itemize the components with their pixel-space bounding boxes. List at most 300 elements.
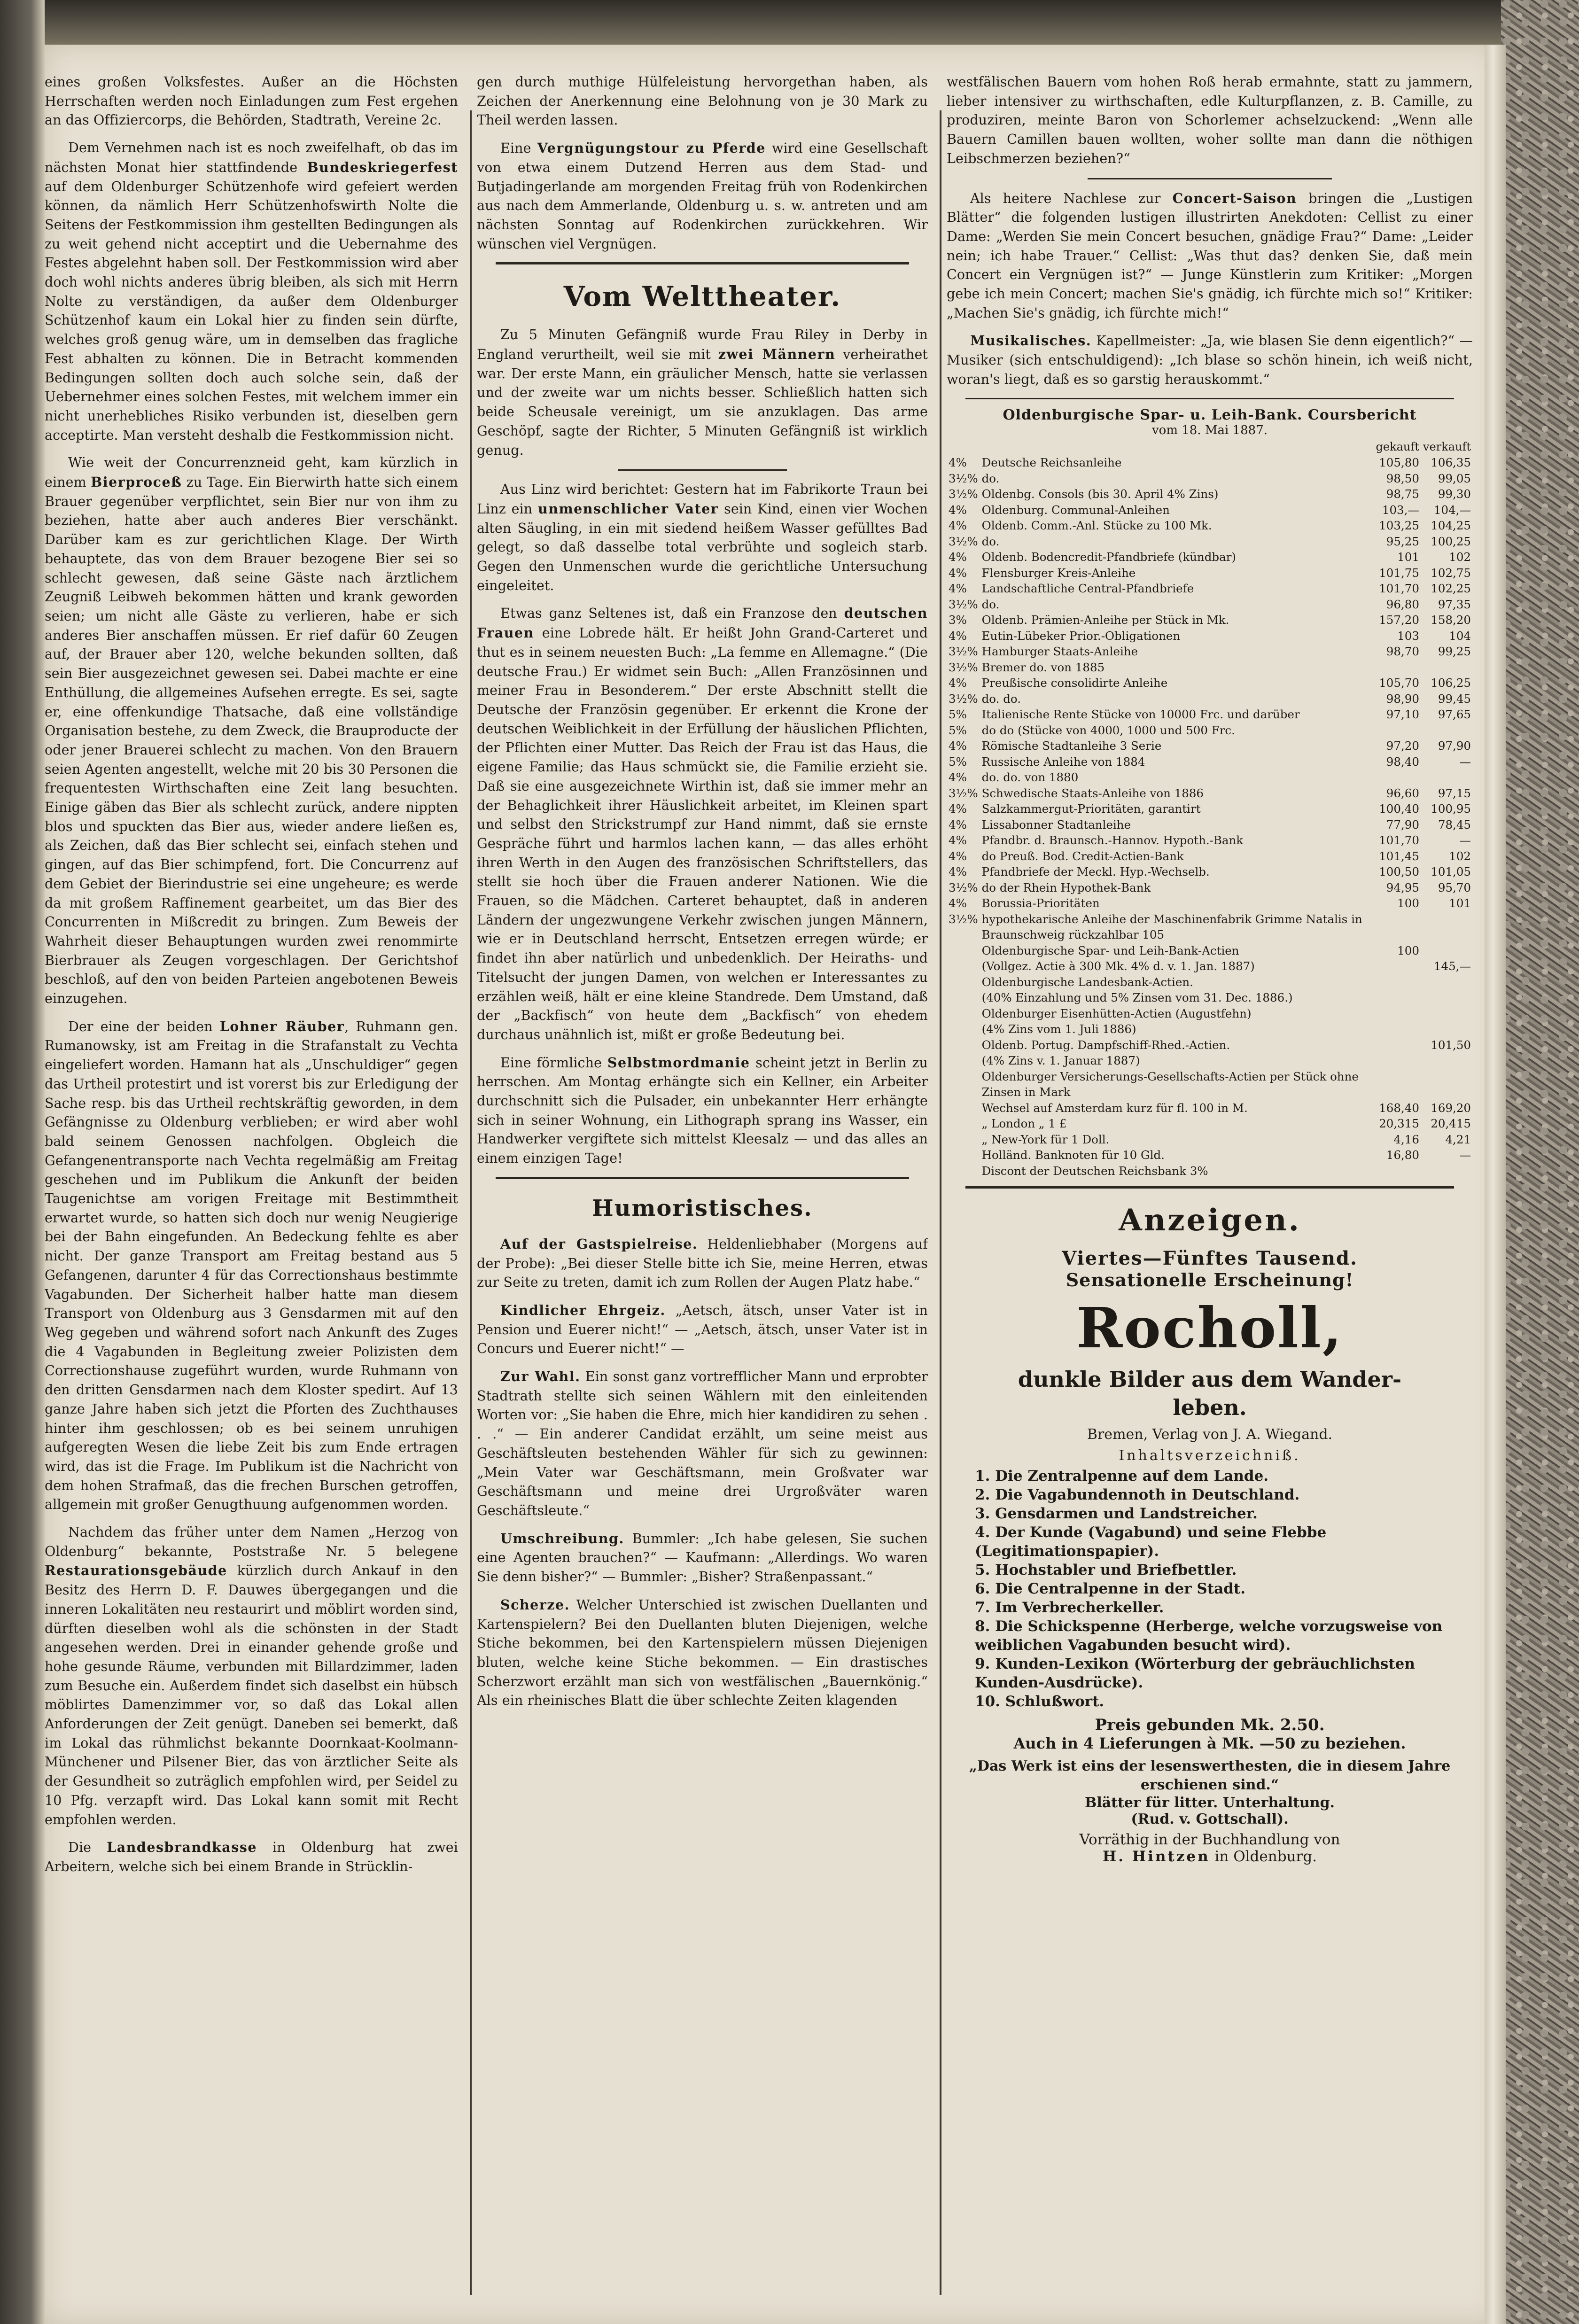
article-keyword: Vergnügungstour zu Pferde — [537, 140, 766, 156]
stock-rate — [947, 1021, 980, 1037]
stock-bought: 103 — [1397, 629, 1419, 643]
stock-bought: 98,70 — [1386, 645, 1419, 659]
stock-row — [947, 1116, 1473, 1132]
stock-bought: 103,— — [1382, 503, 1419, 517]
stock-rate — [947, 943, 980, 959]
stock-row — [947, 549, 1473, 565]
stock-sold: 100,25 — [1431, 534, 1471, 548]
stock-security: do Preuß. Bod. Credit-Actien-Bank — [981, 849, 1184, 863]
column-2 — [477, 73, 928, 2305]
article-keyword: Musikalisches. — [970, 333, 1092, 349]
stock-rate — [947, 958, 980, 974]
stock-row — [947, 455, 1473, 471]
stock-bought — [1374, 769, 1421, 785]
stock-sold — [1421, 660, 1473, 676]
stock-sold: 99,25 — [1438, 645, 1471, 659]
stock-security: Pfandbriefe der Meckl. Hyp.-Wechselb. — [981, 865, 1210, 879]
stock-row — [947, 707, 1473, 723]
scan-border-left — [0, 0, 45, 2324]
stock-row — [947, 1132, 1473, 1148]
article-keyword: Scherze. — [500, 1596, 570, 1613]
article-paragraph: Aus Linz wird berichtet: Gestern hat im Fabrikorte Traun bei Linz ein unmenschlicher Vater sein Kind, einen vier Wochen alten Säugling, in ein mit siedend heißem Wasser gefülltes Bad gelegt, so daß dasselbe total verbrühte und sogleich starb. Gegen den Unmenschen wurde die gerichtliche Untersuchung eingeleitet. — [477, 482, 928, 593]
stock-security: (4% Zins v. 1. Januar 1887) — [981, 1054, 1140, 1068]
article-keyword: Umschreibung. — [500, 1530, 624, 1547]
page-gutter — [1485, 45, 1506, 2324]
column-1 — [45, 73, 458, 2305]
stock-rate: 4% — [949, 456, 967, 470]
ad-contents-heading: Inhaltsverzeichniß. — [1119, 1447, 1301, 1464]
ad-contents-item: 8. Die Schickspenne (Herberge, welche vorzugsweise von weiblichen Vagabunden besucht wird). — [975, 1618, 1443, 1654]
stock-row — [947, 518, 1473, 534]
article-keyword: Auf der Gastspielreise. — [500, 1236, 698, 1252]
article-keyword: Bundeskriegerfest — [307, 159, 458, 175]
stock-security: „ New-York für 1 Doll. — [981, 1132, 1110, 1146]
stock-sold: 101 — [1449, 896, 1471, 910]
stock-sold: 78,45 — [1438, 817, 1471, 832]
stock-row — [947, 738, 1473, 754]
stock-rate: 3½% — [949, 786, 978, 800]
stock-row — [947, 581, 1473, 597]
stock-bought — [1374, 974, 1421, 990]
stock-sold — [1421, 974, 1473, 990]
stock-report-title: Oldenburgische Spar- u. Leih-Bank. Coursbericht — [1003, 406, 1417, 423]
stock-rate: 3½% — [949, 660, 978, 674]
stock-rate — [947, 990, 980, 1006]
stock-security: Deutsche Reichsanleihe — [981, 456, 1122, 470]
column-header-sold: verkauft — [1423, 440, 1471, 453]
stock-report-date: vom 18. Mai 1887. — [1151, 423, 1268, 437]
stock-row — [947, 1037, 1473, 1053]
stock-row — [947, 597, 1473, 613]
stock-rate — [947, 974, 980, 990]
stock-security: „ London „ 1 £ — [981, 1117, 1067, 1131]
stock-bought — [1374, 1021, 1421, 1037]
column-header-bought: gekauft — [1376, 440, 1419, 453]
article-keyword: Kindlicher Ehrgeiz. — [500, 1302, 666, 1318]
stock-rate — [947, 1006, 980, 1022]
stock-rate: 3½% — [949, 645, 978, 659]
stock-bought: 98,50 — [1386, 471, 1419, 485]
article-paragraph: Zu 5 Minuten Gefängniß wurde Frau Riley in Derby in England verurtheilt, weil sie mit zwei Männern verheirathet war. Der erste Mann, ein gräulicher Mensch, hatte sie verlassen und der zweite war um nichts besser. Schließlich hatten sich beide Scheusale vereinigt, um sie anzuklagen. Das arme Geschöpf, sagte der Richter, 5 Minuten Gefängniß ist wirklich genug. — [477, 327, 928, 458]
stock-rate: 3½% — [949, 912, 978, 926]
stock-sold: 99,30 — [1438, 487, 1471, 501]
stock-sold: 97,35 — [1438, 597, 1471, 611]
stock-security: Oldenburg. Communal-Anleihen — [981, 503, 1170, 517]
stock-rate: 3½% — [949, 534, 978, 548]
stock-sold: 158,20 — [1431, 613, 1471, 627]
stock-security: Oldenburger Eisenhütten-Actien (Augustfehn) — [981, 1006, 1252, 1020]
article-paragraph: eines großen Volksfestes. Außer an die Höchsten Herrschaften werden noch Einladungen zum Fest ergehen an das Offiziercorps, die Behörden, Stadtrath, Vereine 2c. — [45, 74, 458, 128]
newspaper-page — [45, 45, 1501, 2324]
article-keyword: Bierproceß — [91, 474, 182, 490]
stock-bought — [1374, 660, 1421, 676]
stock-rate: 3% — [949, 613, 967, 627]
stock-sold — [1421, 943, 1473, 959]
stock-row — [947, 1006, 1473, 1022]
ad-author: Rocholl, — [1076, 1295, 1343, 1361]
stock-sold: 169,20 — [1431, 1101, 1471, 1115]
stock-security: Wechsel auf Amsterdam kurz für fl. 100 in M. — [981, 1101, 1248, 1115]
column-3 — [947, 73, 1473, 2305]
stock-sold: 95,70 — [1438, 880, 1471, 894]
stock-security: Oldenb. Comm.-Anl. Stücke zu 100 Mk. — [981, 519, 1212, 533]
ad-contents-item: 5. Hochstabler und Briefbettler. — [975, 1562, 1237, 1579]
stock-rate: 4% — [949, 629, 967, 643]
stock-bought: 96,80 — [1386, 597, 1419, 611]
article-paragraph: Umschreibung. Bummler: „Ich habe gelesen, Sie suchen eine Agenten brauchen?“ — Kaufmann: „Allerdings. Wo waren Sie denn bisher?“ — Bummler: „Bisher? Straßenpassant.“ — [477, 1530, 928, 1585]
stock-rate: 4% — [949, 849, 967, 863]
stock-bought: 97,10 — [1386, 707, 1419, 722]
stock-security: Holländ. Banknoten für 10 Gld. — [981, 1148, 1165, 1162]
stock-row — [947, 754, 1473, 770]
article-paragraph: Musikalisches. Kapellmeister: „Ja, wie blasen Sie denn eigentlich?“ — Musiker (sich entschuldigend): „Ich blase so schön hinein, ich weiß nicht, woran's liegt, daß es so garstig herauskommt.“ — [947, 333, 1473, 387]
stock-security: Oldenburger Versicherungs-Gesellschafts-Actien per Stück ohne Zinsen in Mark — [981, 1069, 1359, 1099]
stock-sold: 99,45 — [1438, 692, 1471, 706]
stock-bought — [1374, 1037, 1421, 1053]
stock-row — [947, 1053, 1473, 1069]
stock-security: Lissabonner Stadtanleihe — [981, 817, 1131, 832]
stock-security: Russische Anleihe von 1884 — [981, 754, 1145, 769]
article-keyword: Zur Wahl. — [500, 1368, 581, 1385]
stock-security: do. — [981, 471, 1000, 485]
stock-rate: 3½% — [949, 597, 978, 611]
stock-row — [947, 832, 1473, 848]
stock-row — [947, 848, 1473, 864]
article-paragraph: Dem Vernehmen nach ist es noch zweifelhaft, ob das im nächsten Monat hier stattfindende Bundeskriegerfest auf dem Oldenburger Schützenhofe wird gefeiert werden können, da nämlich Herr Schützenhofswirth Nolte die Seitens der Festkommission ihm gestellten Bedingungen als zu weit gehend nicht acceptirt und die Uebernahme des Festes abgelehnt haben soll. Der Festkommission wird aber doch wohl nichts anderes übrig bleiben, als sich mit Herrn Nolte zu verständigen, da außer dem Oldenburger Schützenhof kaum ein Lokal hier zu finden sein dürfte, welches groß genug wäre, um in demselben das fragliche Fest abhalten zu können. Die in Betracht kommenden Bedingungen sollten doch auch solche sein, daß der Uebernehmer eines solchen Festes, mit welchem immer ein nicht unerhebliches Risiko verbunden ist, dieselben gern acceptirte. Man versteht deshalb die Festkommission nicht. — [45, 140, 458, 443]
stock-security: Bremer do. von 1885 — [981, 660, 1105, 674]
stock-bought: 100,50 — [1379, 865, 1419, 879]
stock-security: do. — [981, 534, 1000, 548]
stock-rate: 4% — [949, 550, 967, 564]
stock-rate: 3½% — [949, 692, 978, 706]
stock-table-header — [947, 439, 1473, 455]
stock-security: (40% Einzahlung und 5% Zinsen vom 31. Dec. 1886.) — [981, 991, 1293, 1005]
stock-bought: 168,40 — [1379, 1101, 1419, 1115]
stock-bought: 97,20 — [1386, 739, 1419, 753]
stock-sold: 102 — [1449, 849, 1471, 863]
stock-rate: 3½% — [949, 487, 978, 501]
stock-bought: 100,40 — [1379, 802, 1419, 816]
ad-contents-item: 9. Kunden-Lexikon (Wörterburg der gebräuchlichsten Kunden-Ausdrücke). — [975, 1656, 1415, 1692]
stock-row — [947, 895, 1473, 911]
article-paragraph: Zur Wahl. Ein sonst ganz vortrefflicher Mann und erprobter Stadtrath stellte sich seinen Wählern mit den einleitenden Worten vor: „Sie haben die Ehre, mich hier kandidiren zu sehen . . .“ — Ein anderer Candidat erzählt, um seine meist aus Geschäftsleuten bestehenden Wähler für sich zu gewinnen: „Mein Vater war Geschäftsmann, mein Großvater war Geschäftsmann und meine drei Urgroßväter waren Geschäftsleute.“ — [477, 1368, 928, 1518]
stock-bought — [1374, 1069, 1421, 1100]
stock-rate — [947, 1037, 980, 1053]
stock-row — [947, 943, 1473, 959]
stock-sold — [1421, 1006, 1473, 1022]
article-keyword: deutschen Frauen — [477, 605, 928, 641]
stock-row — [947, 565, 1473, 581]
article-keyword: Concert-Saison — [1172, 190, 1297, 206]
stock-bought — [1374, 990, 1421, 1006]
stock-bought: 20,315 — [1379, 1117, 1419, 1131]
stock-bought: 95,25 — [1386, 534, 1419, 548]
stock-sold: 97,90 — [1438, 739, 1471, 753]
stock-report — [947, 407, 1473, 1179]
stock-row — [947, 769, 1473, 785]
stock-row — [947, 958, 1473, 974]
article-paragraph: Als heitere Nachlese zur Concert-Saison bringen die „Lustigen Blätter“ die folgenden lustigen illustrirten Anekdoten: Cellist zu einer Dame: „Werden Sie mein Concert besuchen, gnädige Frau?“ Dame: „Leider nein; ich habe Trauer.“ Cellist: „Was thut das? denken Sie, daß mein Concert ein Vergnügen ist?“ — Junge Künstlerin zum Kritiker: „Morgen gebe ich mein Concert; machen Sie's gnädig, ich fürchte mich so!“ Kritiker: „Machen Sie's gnädig, ich fürchte mich!“ — [947, 190, 1473, 321]
ad-contents-item: 7. Im Verbrecherkeller. — [975, 1599, 1164, 1617]
article-keyword: unmenschlicher Vater — [538, 500, 719, 517]
stock-security: do. do. — [981, 692, 1021, 706]
stock-bought: 100 — [1397, 943, 1419, 957]
stock-rate: 3½% — [949, 880, 978, 894]
stock-row — [947, 534, 1473, 550]
stock-bought: 103,25 — [1379, 519, 1419, 533]
stock-sold: 102 — [1449, 550, 1471, 564]
article-divider — [1088, 178, 1332, 179]
ad-publisher: Bremen, Verlag von J. A. Wiegand. — [1087, 1426, 1333, 1443]
stock-rate — [947, 1069, 980, 1100]
stock-sold: — — [1459, 754, 1471, 769]
stock-sold: 145,— — [1433, 959, 1471, 973]
stock-security: (4% Zins vom 1. Juli 1886) — [981, 1022, 1136, 1036]
stock-security: Hamburger Staats-Anleihe — [981, 645, 1138, 659]
article-keyword: Selbstmordmanie — [607, 1054, 750, 1071]
stock-bought: 157,20 — [1379, 613, 1419, 627]
column-rule — [940, 110, 941, 2295]
stock-sold: 4,21 — [1445, 1132, 1471, 1146]
ad-contents-item: 3. Gensdarmen und Landstreicher. — [975, 1505, 1258, 1523]
stock-table — [947, 439, 1473, 1179]
stock-bought — [1374, 723, 1421, 738]
stock-bought: 101,45 — [1379, 849, 1419, 863]
stock-bought — [1374, 1053, 1421, 1069]
stock-bought — [1374, 1163, 1421, 1179]
stock-security: Italienische Rente Stücke von 10000 Frc. und darüber — [981, 707, 1300, 722]
article-keyword: zwei Männern — [718, 346, 836, 363]
stock-rate — [947, 1163, 980, 1179]
stock-sold: 97,15 — [1438, 786, 1471, 800]
stock-row — [947, 471, 1473, 487]
stock-sold: — — [1459, 1148, 1471, 1162]
article-paragraph: westfälischen Bauern vom hohen Roß herab ermahnte, statt zu jammern, lieber intensiver zu wirthschaften, edle Kulturpflanzen, z. B. Camille, zu produziren, meinte Baron von Schorlemer achselzuckend: „Wenn alle Bauern Camillen bauen wollten, woher sollte man dann die nöthigen Leibschmerzen beziehen?“ — [947, 74, 1473, 166]
ad-contents-item: 2. Die Vagabundennoth in Deutschland. — [975, 1486, 1300, 1504]
stock-security: Discont der Deutschen Reichsbank 3% — [981, 1164, 1208, 1178]
stock-row — [947, 723, 1473, 738]
article-paragraph: Eine Vergnügungstour zu Pferde wird eine Gesellschaft von etwa einem Dutzend Herren aus dem Stad- und Butjadingerlande am morgenden Freitag früh von Rodenkirchen aus nach dem Ammerlande, Oldenburg u. s. w. antreten und am nächsten Sonntag auf Rodenkirchen zurückkehren. Wir wünschen viel Vergnügen. — [477, 140, 928, 252]
stock-bought: 100 — [1397, 896, 1419, 910]
stock-rate: 4% — [949, 739, 967, 753]
stock-bought: 101 — [1397, 550, 1419, 564]
stock-sold — [1421, 1069, 1473, 1100]
stock-row — [947, 675, 1473, 691]
stock-sold: 97,65 — [1438, 707, 1471, 722]
stock-rate: 5% — [949, 754, 967, 769]
stock-row — [947, 644, 1473, 660]
stock-sold: 20,415 — [1431, 1117, 1471, 1131]
stock-bought: 96,60 — [1386, 786, 1419, 800]
stock-sold — [1421, 1053, 1473, 1069]
stock-rate — [947, 1116, 980, 1132]
section-heading: Vom Welttheater. — [563, 280, 841, 313]
stock-sold: 100,95 — [1431, 802, 1471, 816]
stock-rate: 4% — [949, 676, 967, 690]
ad-price: Preis gebunden Mk. 2.50. — [1095, 1716, 1325, 1735]
stock-sold — [1421, 1021, 1473, 1037]
stock-bought — [1374, 911, 1421, 943]
stock-rate: 4% — [949, 503, 967, 517]
stock-sold — [1421, 723, 1473, 738]
stock-row — [947, 1100, 1473, 1116]
stock-row — [947, 1147, 1473, 1163]
section-divider — [965, 1186, 1454, 1189]
stock-rate: 4% — [949, 865, 967, 879]
stock-bought: 16,80 — [1386, 1148, 1419, 1162]
article-keyword: Landesbrandkasse — [107, 1839, 257, 1856]
stock-row — [947, 801, 1473, 817]
stock-sold — [1421, 990, 1473, 1006]
section-divider — [496, 262, 909, 264]
stock-rate: 4% — [949, 817, 967, 832]
ad-review-author: (Rud. v. Gottschall). — [1131, 1811, 1289, 1828]
stock-row — [947, 1163, 1473, 1179]
section-heading: Humoristisches. — [592, 1195, 813, 1221]
stock-sold: 104,25 — [1431, 519, 1471, 533]
ad-review-source: Blätter für litter. Unterhaltung. — [1084, 1795, 1335, 1811]
article-paragraph: Scherze. Welcher Unterschied ist zwischen Duellanten und Kartenspielern? Bei den Duellanten bluten Diejenigen, welche Stiche bekommen, bei den Kartenspielern müssen Diejenigen bluten, welche keine Stiche bekommen. — Ein drastisches Scherzwort erzählt man sich von westfälischen „Bauernkönig.“ Als ein rheinisches Blatt die über schlechte Zeiten klagenden — [477, 1596, 928, 1709]
ad-vendor: H. Hintzen — [1102, 1848, 1210, 1865]
stock-row — [947, 628, 1473, 644]
stock-row — [947, 785, 1473, 801]
article-paragraph: Eine förmliche Selbstmordmanie scheint jetzt in Berlin zu herrschen. Am Montag erhängte sich ein Kellner, ein Arbeiter durchschnitt sich die Pulsader, ein unbekannter Herr erhängte sich in seiner Wohnung, ein Lithograph sprang ins Wasser, ein Handwerker vergiftete sich mittelst Kleesalz — und das alles an einem einzigen Tage! — [477, 1054, 928, 1166]
stock-security: (Vollgez. Actie à 300 Mk. 4% d. v. 1. Jan. 1887) — [981, 959, 1255, 973]
stock-sold — [1421, 769, 1473, 785]
stock-row — [947, 990, 1473, 1006]
stock-row — [947, 1021, 1473, 1037]
stock-security: Flensburger Kreis-Anleihe — [981, 566, 1136, 580]
stock-row — [947, 486, 1473, 502]
stock-row — [947, 911, 1473, 943]
stock-security: Oldenb. Portug. Dampfschiff-Rhed.-Actien. — [981, 1038, 1230, 1052]
ad-availability: Vorräthig in der Buchhandlung von H. Hintzen in Oldenburg. — [1079, 1831, 1340, 1865]
stock-security: Oldenb. Prämien-Anleihe per Stück in Mk. — [981, 613, 1229, 627]
stock-security: Preußische consolidirte Anleihe — [981, 676, 1168, 690]
stock-row — [947, 691, 1473, 707]
article-paragraph: Wie weit der Concurrenzneid geht, kam kürzlich in einem Bierproceß zu Tage. Ein Bierwirth hatte sich einem Brauer gegenüber verpflichtet, sein Bier nur von ihm zu beziehen, hatte aber auch anderes Bier verschänkt. Darüber kam es zur gerichtlichen Klage. Der Wirth behauptete, das von dem Brauer bezogene Bier sei so schlecht gewesen, daß seine Gäste nach ärztlichem Zeugniß Leibweh bekommen hätten und krank geworden seien; um nicht alle Gäste zu verlieren, habe er sich anderes Bier anschaffen müssen. Er rief dafür 60 Zeugen auf, der Brauer aber 120, welche bekunden sollten, daß sein Bier ausgezeichnet gewesen sei. Dabei machte er eine Enthüllung, die allgemeines Aufsehen erregte. Es sei, sagte er, eine offenkundige Thatsache, daß eine vollständige Organisation bestehe, zu dem Zweck, die Brauproducte der oder jener Brauerei schlecht zu machen. Von den Brauern seien Agenten angestellt, welche mit 20 bis 30 Personen die frequentesten Wirthschaften eine Zeit lang besuchten. Einige gäben das Bier als schlecht zurück, andere nippten blos und spuckten das Bier aus, wieder andere ließen es, als Zeichen, daß das Bier schlecht sei, einfach stehen und gingen, auf das Bier schimpfend, fort. Die Concurrenz auf dem Gebiet der Bierindustrie sei eine ungeheure; es werde da mit großem Raffinement gearbeitet, um das Bier des Concurrenten in Mißcredit zu bringen. Zum Beweis der Wahrheit dieser Behauptungen wurden zwei renommirte Bierbrauer als Zeugen vorgeschlagen. Der Gerichtshof beschloß, auf den von beiden Parteien angebotenen Beweis einzugehen. — [45, 455, 458, 1007]
article-paragraph: Auf der Gastspielreise. Heldenliebhaber (Morgens auf der Probe): „Bei dieser Stelle bitte ich Sie, meine Herren, etwas zur Seite zu treten, damit ich zum Rollen der Augen Platz habe.“ — [477, 1236, 928, 1290]
stock-bought: 101,75 — [1379, 566, 1419, 580]
stock-security: Borussia-Prioritäten — [981, 896, 1100, 910]
section-divider — [496, 1177, 909, 1179]
stock-bought: 101,70 — [1379, 582, 1419, 596]
stock-sold: 101,50 — [1431, 1038, 1471, 1052]
stock-row — [947, 817, 1473, 833]
ad-contents-item: 10. Schlußwort. — [975, 1693, 1105, 1710]
advertisement — [947, 1203, 1473, 1865]
article-keyword: Lohner Räuber — [219, 1018, 345, 1034]
ad-contents-item: 4. Der Kunde (Vagabund) und seine Flebbe (Legitimationspapier). — [975, 1524, 1327, 1560]
stock-sold: 99,05 — [1438, 471, 1471, 485]
stock-sold: 101,05 — [1431, 865, 1471, 879]
stock-bought — [1374, 1006, 1421, 1022]
article-paragraph: Nachdem das früher unter dem Namen „Herzog von Oldenburg“ bekannte, Poststraße Nr. 5 belegene Restaurationsgebäude kürzlich durch Ankauf in den Besitz des Herrn D. F. Dauwes übergegangen und die inneren Lokalitäten neu restaurirt und möblirt worden sind, dürften dieselben wohl als die schönsten in der Stadt angesehen werden. Drei in einander gehende große und hohe gesunde Räume, verbunden mit Billardzimmer, laden zum Besuche ein. Außerdem findet sich daselbst ein hübsch möblirtes Damenzimmer vor, so daß das Lokal allen Anforderungen der Zeit genügt. Daneben sei bemerkt, daß im Lokal das rühmlichst bekannte Doornkaat-Koolmann-Münchener und Pilsener Bier, das von ärztlicher Seite als der Gesundheit so zuträglich empfohlen wird, per Seidel zu 10 Pfg. verzapft wird. Das Lokal kann somit mit Recht empfohlen werden. — [45, 1524, 458, 1827]
ad-book-title-line: leben. — [1173, 1395, 1247, 1421]
stock-rate — [947, 1132, 980, 1148]
stock-security: do. — [981, 597, 1000, 611]
stock-sold: 104 — [1449, 629, 1471, 643]
article-divider — [618, 469, 787, 471]
stock-row — [947, 612, 1473, 628]
ad-book-title-line: dunkle Bilder aus dem Wander- — [1018, 1367, 1402, 1392]
stock-row — [947, 864, 1473, 880]
marbled-cover-edge — [1501, 0, 1579, 2324]
stock-security: Schwedische Staats-Anleihe von 1886 — [981, 786, 1204, 800]
stock-bought: 98,90 — [1386, 692, 1419, 706]
article-paragraph: Etwas ganz Seltenes ist, daß ein Franzose den deutschen Frauen eine Lobrede hält. Er heißt John Grand-Carteret und thut es in seinem neuesten Buch: „La femme en Allemagne.“ (Die deutsche Frau.) Er widmet sein Buch: „Allen Französinnen und meiner Frau in Besonderem.“ Der erste Abschnitt stellt die Deutsche der Französin gegenüber. Er erkennt die Krone der deutschen Weiblichkeit in der Erfüllung der häuslichen Pflichten, der Pflichten einer Mutter. Das Reich der Frau ist das Haus, die eigene Familie; das Haus schmückt sie, die Familie erzieht sie. Daß sie eine ausgezeichnete Wirthin ist, daß sie immer mehr an der Behaglichkeit ihrer Häuslichkeit arbeitet, im Kleinen spart und selbst den Strickstrumpf zur Hand nimmt, daß sie ernste Gespräche führt und harmlos lachen kann, — das alles erhöht ihren Werth in den Augen des französischen Schriftstellers, das stellt sie hoch über die Frauen anderer Nationen. Wie die Frauen, so die Mädchen. Carteret behauptet, daß in anderen Ländern der ungezwungene Verkehr zwischen jungen Männern, wie er in Deutschland herrscht, Entsetzen erregen würde; er findet ihn aber natürlich und unbedenklich. Der Heiraths- und Titelsucht der jungen Damen, von welchen er Interessantes zu erzählen weiß, hält er eine kleine Standrede. Dem Umstand, daß der „Backfisch“ von heute dem „Backfisch“ von ehedem durchaus unähnlich ist, mißt er große Bedeutung bei. — [477, 605, 928, 1042]
stock-bought: 101,70 — [1379, 833, 1419, 847]
article-paragraph: Kindlicher Ehrgeiz. „Aetsch, ätsch, unser Vater ist in Pension und Euerer nicht!“ — „Aetsch, ätsch, unser Vater ist in Concurs und Euerer nicht!“ — — [477, 1302, 928, 1357]
stock-sold: 106,25 — [1431, 676, 1471, 690]
stock-sold: 102,75 — [1431, 566, 1471, 580]
stock-bought: 94,95 — [1386, 880, 1419, 894]
stock-bought: 77,90 — [1386, 817, 1419, 832]
stock-security: Eutin-Lübeker Prior.-Obligationen — [981, 629, 1181, 643]
ad-contents-list — [975, 1467, 1473, 1711]
article-keyword: Restaurationsgebäude — [45, 1562, 227, 1579]
stock-security: Oldenb. Bodencredit-Pfandbriefe (kündbar) — [981, 550, 1236, 564]
article-paragraph: gen durch muthige Hülfeleistung hervorgethan haben, als Zeichen der Anerkennung eine Belohnung von je 30 Mark zu Theil werden lassen. — [477, 74, 928, 128]
stock-row — [947, 660, 1473, 676]
stock-sold: 104,— — [1433, 503, 1471, 517]
column-rule — [470, 110, 472, 2295]
stock-security: Pfandbr. d. Braunsch.-Hannov. Hypoth.-Bank — [981, 833, 1244, 847]
stock-security: Oldenburgische Spar- und Leih-Bank-Actien — [981, 943, 1239, 957]
stock-rate: 3½% — [949, 471, 978, 485]
stock-rate — [947, 1147, 980, 1163]
stock-rate — [947, 1100, 980, 1116]
ad-contents-item: 6. Die Centralpenne in der Stadt. — [975, 1580, 1245, 1598]
stock-rate — [947, 1053, 980, 1069]
stock-security: do do (Stücke von 4000, 1000 und 500 Frc. — [981, 723, 1235, 737]
ad-review-quote: „Das Werk ist eins der lesenswerthesten, die in diesem Jahre erschienen sind.“ — [969, 1758, 1451, 1794]
stock-row — [947, 502, 1473, 518]
stock-bought: 98,75 — [1386, 487, 1419, 501]
stock-sold — [1421, 911, 1473, 943]
ad-installments: Auch in 4 Lieferungen à Mk. —50 zu beziehen. — [1013, 1734, 1406, 1753]
stock-security: Salzkammergut-Prioritäten, garantirt — [981, 802, 1201, 816]
stock-row — [947, 974, 1473, 990]
stock-bought: 105,80 — [1379, 456, 1419, 470]
stock-sold: 106,35 — [1431, 456, 1471, 470]
stock-security: hypothekarische Anleihe der Maschinenfabrik Grimme Natalis in Braunschweig rückzahlbar 105 — [981, 912, 1362, 942]
stock-sold — [1421, 1163, 1473, 1179]
stock-rate: 4% — [949, 833, 967, 847]
scan-border-top — [0, 0, 1579, 45]
stock-row — [947, 1069, 1473, 1100]
article-paragraph: Die Landesbrandkasse in Oldenburg hat zwei Arbeitern, welche sich bei einem Brande in Strücklin- — [45, 1839, 458, 1874]
stock-rate: 4% — [949, 582, 967, 596]
stock-security: do. do. von 1880 — [981, 770, 1079, 785]
stock-security: Oldenbg. Consols (bis 30. April 4% Zins) — [981, 487, 1219, 501]
stock-security: Landschaftliche Central-Pfandbriefe — [981, 582, 1194, 596]
article-paragraph: Der eine der beiden Lohner Räuber, Ruhmann gen. Rumanowsky, ist am Freitag in die Strafanstalt zu Vechta eingeliefert worden. Hamann hat als „Unschuldiger“ gegen das Urtheil protestirt und ist vorerst bis zur Erledigung der Sache resp. bis das Urtheil rechtskräftig geworden, in dem Gefängnisse zu Oldenburg verblieben; er wird aber wohl bald seinem Genossen nachfolgen. Obgleich die Gefangenentransporte nach Vechta regelmäßig am Freitag geschehen und im Publikum die Ankunft der beiden Taugenichtse am vorigen Freitage mit Bestimmtheit erwartet wurde, so hatten sich doch nur wenig Neugierige bei der Bahn eingefunden. An Bedeckung fehlte es aber nicht. Der ganze Transport am Freitag bestand aus 5 Gefangenen, darunter 4 für das Correctionshaus bestimmte Vagabunden. Der Sicherheit halber hatte man diesem Transport von Oldenburg aus 3 Gensdarmen mit auf den Weg gegeben und während sofort nach Ankunft des Zuges die 4 Vagabunden in Begleitung zweier Polizisten dem Correctionshause zugeführt wurden, wurde Ruhmann von den dritten Gensdarmen nach dem Kloster spedirt. Auf 13 ganze Jahre haben sich jetzt die Pforten des Zuchthauses hinter ihm geschlossen; ob es bei seinem unruhigen aufgeregten Wesen die liebe Zeit bis zum Ende ertragen wird, das ist die Frage. Im Publikum ist die Nachricht von dem hohen Strafmaß, das die frechen Burschen getroffen, allgemein mit großer Genugthuung aufgenommen worden. — [45, 1018, 458, 1513]
stock-rate: 4% — [949, 566, 967, 580]
stock-bought: 105,70 — [1379, 676, 1419, 690]
stock-rate: 5% — [949, 707, 967, 722]
ad-contents-item: 1. Die Zentralpenne auf dem Lande. — [975, 1468, 1269, 1485]
stock-bought: 4,16 — [1393, 1132, 1419, 1146]
stock-sold: 102,25 — [1431, 582, 1471, 596]
stock-security: do der Rhein Hypothek-Bank — [981, 880, 1151, 894]
stock-bought — [1374, 958, 1421, 974]
stock-sold: — — [1459, 833, 1471, 847]
stock-bought: 98,40 — [1386, 754, 1419, 769]
stock-security: Römische Stadtanleihe 3 Serie — [981, 739, 1162, 753]
stock-rate: 4% — [949, 770, 967, 785]
stock-rate: 4% — [949, 896, 967, 910]
